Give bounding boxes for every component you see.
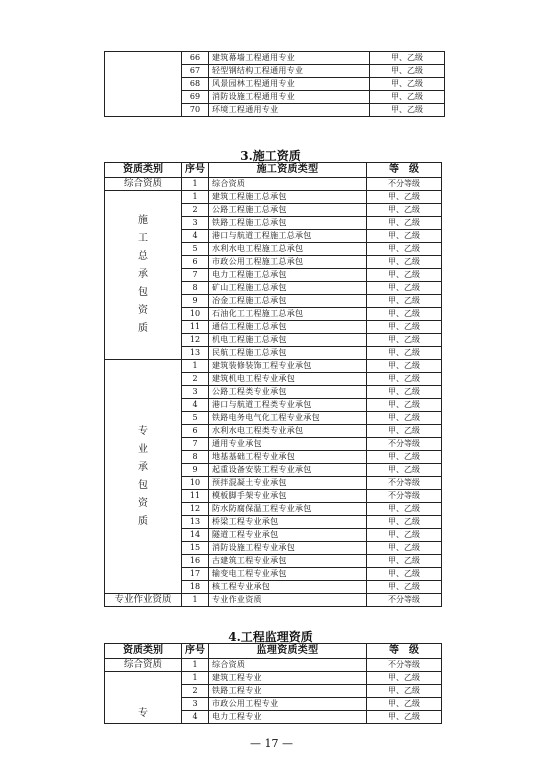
row-number: 2 (182, 204, 209, 217)
row-type: 地基基础工程专业承包 (209, 451, 367, 464)
table-row (105, 52, 445, 65)
category-char: 承 (138, 269, 148, 280)
row-grade: 甲、乙级 (367, 542, 442, 555)
row-grade: 甲、乙级 (370, 78, 445, 91)
row-grade: 甲、乙级 (367, 399, 442, 412)
row-number: 7 (182, 269, 209, 282)
table-row (105, 594, 442, 607)
header-category: 资质类别 (105, 644, 182, 659)
row-number: 1 (182, 659, 209, 672)
category-cell-continued (105, 52, 182, 117)
category-general-contracting (105, 191, 182, 360)
row-number: 66 (182, 52, 209, 65)
category-comprehensive: 综合资质 (105, 178, 182, 191)
row-number: 6 (182, 425, 209, 438)
row-grade: 甲、乙级 (367, 191, 442, 204)
row-type: 消防设施工程专业承包 (209, 542, 367, 555)
category-char: 包 (138, 479, 148, 491)
row-grade: 甲、乙级 (367, 321, 442, 334)
row-number: 1 (182, 178, 209, 191)
row-number: 5 (182, 243, 209, 256)
header-type: 监理资质类型 (209, 644, 367, 659)
row-type: 输变电工程专业承包 (209, 568, 367, 581)
row-grade: 不分等级 (367, 477, 442, 490)
row-grade: 甲、乙级 (367, 386, 442, 399)
row-number: 14 (182, 529, 209, 542)
header-number: 序号 (182, 644, 209, 659)
row-grade: 甲、乙级 (367, 464, 442, 477)
row-type: 建筑幕墙工程通用专业 (209, 52, 370, 65)
row-type: 轻型钢结构工程通用专业 (209, 65, 370, 78)
row-number: 6 (182, 256, 209, 269)
row-number: 11 (182, 321, 209, 334)
category-char: 施 (138, 215, 148, 226)
row-type: 电力工程专业 (209, 711, 367, 724)
row-type: 通用专业承包 (209, 438, 367, 451)
category-char: 总 (138, 251, 148, 262)
row-number: 17 (182, 568, 209, 581)
row-type: 公路工程类专业承包 (209, 386, 367, 399)
row-type: 防水防腐保温工程专业承包 (209, 503, 367, 516)
row-type: 铁路电务电气化工程专业承包 (209, 412, 367, 425)
row-grade: 甲、乙级 (367, 243, 442, 256)
row-grade: 甲、乙级 (367, 698, 442, 711)
page-number: — 17 — (250, 737, 293, 750)
row-type: 模板脚手架专业承包 (209, 490, 367, 503)
row-number: 69 (182, 91, 209, 104)
row-number: 9 (182, 295, 209, 308)
table-row (105, 178, 442, 191)
row-grade: 甲、乙级 (367, 516, 442, 529)
row-grade: 甲、乙级 (367, 451, 442, 464)
row-type: 市政公用工程施工总承包 (209, 256, 367, 269)
row-grade: 甲、乙级 (367, 269, 442, 282)
row-type: 铁路工程专业 (209, 685, 367, 698)
category-char: 资 (138, 305, 148, 316)
table-row (105, 659, 442, 672)
row-number: 8 (182, 282, 209, 295)
header-grade: 等 级 (367, 163, 442, 178)
row-number: 4 (182, 711, 209, 724)
row-number: 18 (182, 581, 209, 594)
section-title-construction: 3.施工资质 (240, 149, 301, 163)
category-char: 包 (138, 287, 148, 298)
row-type: 铁路工程施工总承包 (209, 217, 367, 230)
table-row (105, 360, 442, 373)
row-grade: 不分等级 (367, 594, 442, 607)
row-number: 4 (182, 230, 209, 243)
row-grade: 甲、乙级 (367, 308, 442, 321)
row-type: 公路工程施工总承包 (209, 204, 367, 217)
category-char: 工 (138, 233, 148, 244)
row-number: 70 (182, 104, 209, 117)
row-number: 67 (182, 65, 209, 78)
row-type: 港口与航道工程施工总承包 (209, 230, 367, 243)
row-grade: 甲、乙级 (367, 555, 442, 568)
row-type: 综合资质 (209, 178, 367, 191)
row-type: 风景园林工程通用专业 (209, 78, 370, 91)
row-number: 16 (182, 555, 209, 568)
row-type: 港口与航道工程类专业承包 (209, 399, 367, 412)
row-grade: 甲、乙级 (367, 217, 442, 230)
table-header-row (105, 163, 442, 178)
row-grade: 不分等级 (367, 659, 442, 672)
row-grade: 不分等级 (367, 178, 442, 191)
row-number: 3 (182, 217, 209, 230)
category-specialty-contracting (105, 360, 182, 594)
row-type: 消防设施工程通用专业 (209, 91, 370, 104)
category-specialty (105, 672, 182, 724)
row-number: 4 (182, 399, 209, 412)
row-grade: 甲、乙级 (367, 685, 442, 698)
row-type: 隧道工程专业承包 (209, 529, 367, 542)
row-type: 民航工程施工总承包 (209, 347, 367, 360)
row-type: 冶金工程施工总承包 (209, 295, 367, 308)
row-type: 市政公用工程专业 (209, 698, 367, 711)
row-number: 15 (182, 542, 209, 555)
row-grade: 不分等级 (367, 438, 442, 451)
row-type: 专业作业资质 (209, 594, 367, 607)
header-category: 资质类别 (105, 163, 182, 178)
row-type: 建筑机电工程专业承包 (209, 373, 367, 386)
row-grade: 甲、乙级 (367, 711, 442, 724)
row-number: 1 (182, 191, 209, 204)
category-char: 业 (138, 443, 148, 455)
row-type: 石油化工工程施工总承包 (209, 308, 367, 321)
header-type: 施工资质类型 (209, 163, 367, 178)
row-grade: 甲、乙级 (367, 256, 442, 269)
header-number: 序号 (182, 163, 209, 178)
category-char: 质 (138, 323, 148, 334)
row-type: 环境工程通用专业 (209, 104, 370, 117)
category-char: 专 (138, 708, 148, 719)
supervision-qualification-table (104, 643, 442, 724)
row-number: 2 (182, 685, 209, 698)
row-grade: 甲、乙级 (367, 529, 442, 542)
row-grade: 甲、乙级 (370, 52, 445, 65)
table-row (105, 191, 442, 204)
row-grade: 甲、乙级 (370, 91, 445, 104)
row-number: 1 (182, 360, 209, 373)
row-grade: 甲、乙级 (367, 425, 442, 438)
header-grade: 等 级 (367, 644, 442, 659)
table-row (105, 672, 442, 685)
row-grade: 甲、乙级 (367, 373, 442, 386)
row-type: 预拌混凝土专业承包 (209, 477, 367, 490)
row-type: 古建筑工程专业承包 (209, 555, 367, 568)
row-type: 核工程专业承包 (209, 581, 367, 594)
row-type: 建筑装修装饰工程专业承包 (209, 360, 367, 373)
row-type: 建筑工程专业 (209, 672, 367, 685)
row-number: 12 (182, 503, 209, 516)
row-number: 9 (182, 464, 209, 477)
row-grade: 甲、乙级 (367, 360, 442, 373)
row-type: 机电工程施工总承包 (209, 334, 367, 347)
category-comprehensive: 综合资质 (105, 659, 182, 672)
row-grade: 甲、乙级 (367, 412, 442, 425)
table-header-row (105, 644, 442, 659)
design-qualification-table-continued (104, 51, 445, 117)
row-type: 建筑工程施工总承包 (209, 191, 367, 204)
row-grade: 甲、乙级 (367, 672, 442, 685)
row-number: 10 (182, 477, 209, 490)
category-char: 专 (138, 425, 148, 437)
row-grade: 甲、乙级 (367, 282, 442, 295)
row-grade: 甲、乙级 (367, 568, 442, 581)
row-type: 矿山工程施工总承包 (209, 282, 367, 295)
row-grade: 甲、乙级 (367, 204, 442, 217)
row-number: 11 (182, 490, 209, 503)
row-number: 68 (182, 78, 209, 91)
row-number: 3 (182, 386, 209, 399)
row-number: 13 (182, 347, 209, 360)
row-number: 1 (182, 672, 209, 685)
row-type: 电力工程施工总承包 (209, 269, 367, 282)
category-char: 资 (138, 497, 148, 509)
category-char: 承 (138, 461, 148, 473)
construction-qualification-table (104, 162, 442, 607)
row-number: 8 (182, 451, 209, 464)
row-number: 10 (182, 308, 209, 321)
row-grade: 甲、乙级 (367, 347, 442, 360)
section-title-supervision: 4.工程监理资质 (228, 630, 313, 644)
row-number: 2 (182, 373, 209, 386)
row-number: 3 (182, 698, 209, 711)
row-grade: 甲、乙级 (367, 230, 442, 243)
row-number: 12 (182, 334, 209, 347)
row-type: 起重设备安装工程专业承包 (209, 464, 367, 477)
row-grade: 甲、乙级 (367, 581, 442, 594)
row-grade: 甲、乙级 (367, 295, 442, 308)
row-type: 通信工程施工总承包 (209, 321, 367, 334)
row-number: 5 (182, 412, 209, 425)
row-type: 桥梁工程专业承包 (209, 516, 367, 529)
row-grade: 甲、乙级 (367, 503, 442, 516)
row-type: 水利水电工程类专业承包 (209, 425, 367, 438)
row-grade: 甲、乙级 (367, 334, 442, 347)
row-grade: 甲、乙级 (370, 65, 445, 78)
category-labor: 专业作业资质 (105, 594, 182, 607)
row-type: 水利水电工程施工总承包 (209, 243, 367, 256)
row-type: 综合资质 (209, 659, 367, 672)
row-grade: 甲、乙级 (370, 104, 445, 117)
row-number: 13 (182, 516, 209, 529)
category-char: 质 (138, 515, 148, 527)
row-number: 1 (182, 594, 209, 607)
row-number: 7 (182, 438, 209, 451)
row-grade: 不分等级 (367, 490, 442, 503)
